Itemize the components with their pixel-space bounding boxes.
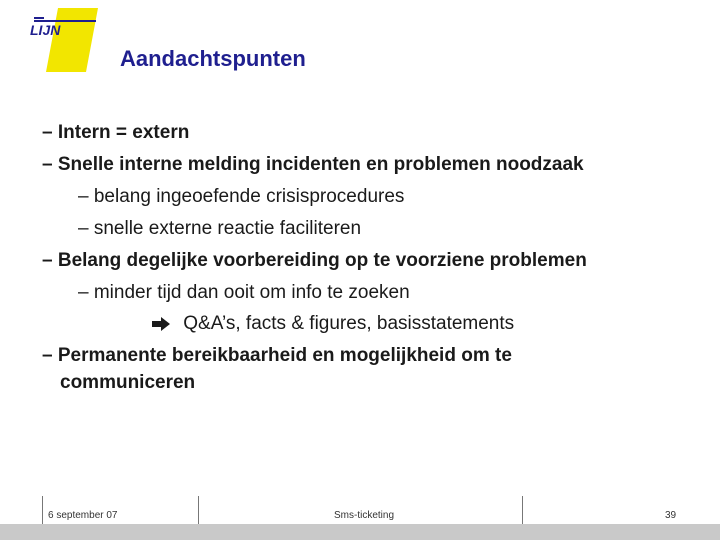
right-arrow-icon <box>152 317 170 331</box>
bullet-text: communiceren <box>60 372 196 393</box>
bullet-continuation <box>60 370 195 396</box>
bullet-dash: – <box>78 186 89 207</box>
bullet-text: Belang degelijke voorbereiding op te voorziene problemen <box>57 250 587 271</box>
bullet-dash: – <box>78 218 89 239</box>
footer-divider <box>198 496 199 526</box>
bullet-item <box>42 120 189 146</box>
bullet-dash: – <box>42 154 53 175</box>
footer-divider <box>522 496 523 526</box>
bullet-text: minder tijd dan ooit om info te zoeken <box>93 282 410 303</box>
bullet-text: Intern = extern <box>57 122 190 143</box>
bullet-item <box>42 152 584 178</box>
bullet-item <box>42 343 512 369</box>
footer-date: 6 september 07 <box>48 510 118 521</box>
arrow-bullet-item <box>152 311 514 337</box>
footer-divider <box>42 496 43 526</box>
bullet-text: Snelle interne melding incidenten en problemen noodzaak <box>57 154 584 175</box>
bullet-dash: – <box>78 282 89 303</box>
bullet-dash: – <box>42 250 53 271</box>
footer-bar <box>0 524 720 540</box>
bullet-dash: – <box>42 122 53 143</box>
lijn-logo <box>28 8 104 72</box>
footer-title: Sms-ticketing <box>334 510 395 521</box>
lijn-logo-icon <box>28 8 104 72</box>
bullet-text: Q&A’s, facts & figures, basisstatements <box>183 313 515 334</box>
bullet-text: belang ingeoefende crisisprocedures <box>93 186 405 207</box>
page-number: 39 <box>665 510 677 521</box>
logo-text: LIJN <box>30 22 61 38</box>
bullet-item <box>42 248 587 274</box>
sub-bullet-item <box>78 280 410 306</box>
bullet-dash: – <box>42 345 53 366</box>
sub-bullet-item <box>78 184 404 210</box>
slide-footer <box>0 496 720 540</box>
bullet-text: Permanente bereikbaarheid en mogelijkheid om te <box>57 345 512 366</box>
bullet-text: snelle externe reactie faciliteren <box>93 218 362 239</box>
sub-bullet-item <box>78 216 361 242</box>
slide-title: Aandachtspunten <box>120 46 306 71</box>
